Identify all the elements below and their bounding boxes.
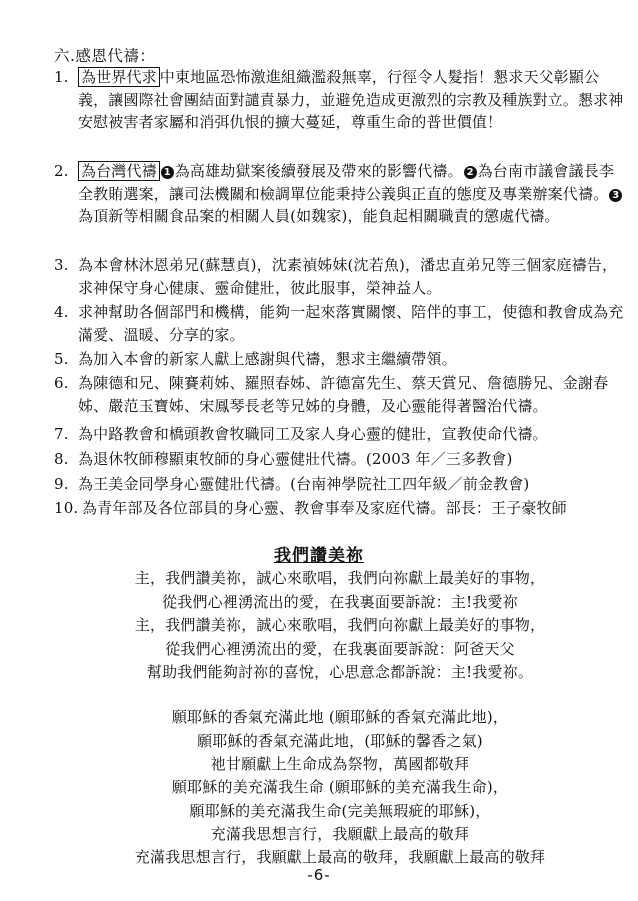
prayer-item-4 — [54, 301, 624, 344]
lyric-line: 祂甘願獻上生命成為祭物，萬國都敬拜 — [210, 755, 470, 773]
circled-number-2-icon: 2 — [464, 166, 477, 179]
lyric-line: 願耶穌的美充滿我生命(完美無瑕疵的耶穌)， — [189, 802, 491, 820]
item-text: 求神幫助各個部門和機構，能夠一起來落實關懷、陪伴的事工，使德和教會成為充滿愛、溫暖、分享的家。 — [78, 303, 624, 344]
item-text-part: 為高雄劫獄案後續發展及帶來的影響代禱。 — [174, 162, 463, 180]
lyric-line: 從我們心裡湧流出的愛，在我裏面要訴說：主!我愛祢 — [162, 593, 518, 611]
section-heading: 六.感恩代禱： — [54, 47, 156, 65]
item-number: 10. — [54, 499, 79, 517]
lyric-line: 願耶穌的香氣充滿此地 (願耶穌的香氣充滿此地)， — [171, 708, 509, 726]
item-number: 3. — [54, 256, 69, 274]
item-text: 為陳德和兄、陳賽莉姊、羅照春姊、許德富先生、蔡天賞兄、詹德勝兄、金謝春姊、嚴范玉寶姊、宋鳳琴長老等兄姊的身體，及心靈能得著醫治代禱。 — [78, 374, 609, 415]
item-text-part: 為頂新等相關食品案的相關人員(如魏家)，能負起相關職責的懲處代禱。 — [78, 207, 560, 226]
item-tag: 為台灣代禱 — [78, 161, 160, 181]
item-text: 為加入本會的新家人獻上感謝與代禱，懇求主繼續帶領。 — [78, 350, 457, 368]
item-text: 中東地區恐怖激進組織濫殺無辜，行徑令人髮指！懇求天父彰顯公義，讓國際社會團結面對譴責暴力，並避免造成更激烈的宗教及種族對立。懇求神安慰被害者家屬和消弭仇恨的擴大蔓延，尊重生命的普世價值！ — [78, 68, 624, 132]
item-tag: 為世界代求 — [78, 67, 160, 87]
item-number: 5. — [54, 350, 69, 368]
lyric-line: 充滿我思想言行，我願獻上最高的敬拜，我願獻上最高的敬拜 — [134, 848, 546, 866]
hymn-title: 我們讚美祢 — [274, 546, 364, 566]
lyric-line: 充滿我思想言行，我願獻上最高的敬拜 — [210, 825, 470, 843]
circled-number-1-icon: 1 — [161, 166, 174, 179]
item-text-part: 為台南市議會議長李全教賄選案，讓司法機關和檢調單位能秉持公義與正直的態度及專業辦案代禱。 — [78, 162, 614, 203]
item-number: 6. — [54, 374, 69, 392]
item-number: 2. — [54, 162, 69, 180]
lyric-line: 主，我們讚美祢，誠心來歌唱，我們向祢獻上最美好的事物， — [134, 616, 546, 634]
item-number: 4. — [54, 303, 69, 321]
lyric-line: 幫助我們能夠討祢的喜悅，心思意念都訴說：主!我愛祢。 — [146, 663, 534, 681]
prayer-item-1 — [54, 66, 624, 132]
item-text: 為青年部及各位部員的身心靈、教會事奉及家庭代禱。部長：王子豪牧師 — [82, 499, 567, 517]
lyric-line: 願耶穌的美充滿我生命 (願耶穌的美充滿我生命)， — [171, 778, 509, 796]
item-number: 8. — [54, 450, 69, 468]
circled-number-3-icon: 3 — [609, 189, 622, 202]
lyric-line: 從我們心裡湧流出的愛，在我裏面要訴說：阿爸天父 — [165, 640, 515, 658]
prayer-item-6 — [54, 372, 624, 415]
item-text: 為本會林沐恩弟兄(蘇慧貞)，沈素禎姊妹(沈若魚)，潘忠直弟兄等三個家庭禱告，求神保守身心健康、靈命健壯，彼此服事，榮神益人。 — [78, 256, 618, 297]
item-number: 1. — [54, 68, 69, 86]
prayer-item-9 — [54, 473, 624, 496]
lyric-line: 主，我們讚美祢，誠心來歌唱，我們向祢獻上最美好的事物， — [134, 569, 546, 587]
prayer-item-8 — [54, 448, 624, 471]
prayer-item-3 — [54, 254, 624, 297]
item-text: 為王美金同學身心靈健壯代禱。(台南神學院社工四年級／前金教會) — [78, 475, 530, 493]
page-number: -6- — [307, 866, 331, 884]
prayer-item-10 — [54, 497, 624, 520]
prayer-item-5 — [54, 348, 624, 371]
item-number: 7. — [54, 425, 69, 443]
item-text: 為中路教會和橋頭教會牧職同工及家人身心靈的健壯，宣教使命代禱。 — [78, 425, 548, 443]
lyric-line: 願耶穌的香氣充滿此地，(耶穌的馨香之氣) — [197, 732, 483, 750]
item-text: 為退休牧師穆顯東牧師的身心靈健壯代禱。(2003 年／三多教會) — [78, 450, 513, 468]
prayer-item-7 — [54, 423, 624, 446]
item-number: 9. — [54, 475, 69, 493]
prayer-item-2 — [54, 160, 624, 226]
